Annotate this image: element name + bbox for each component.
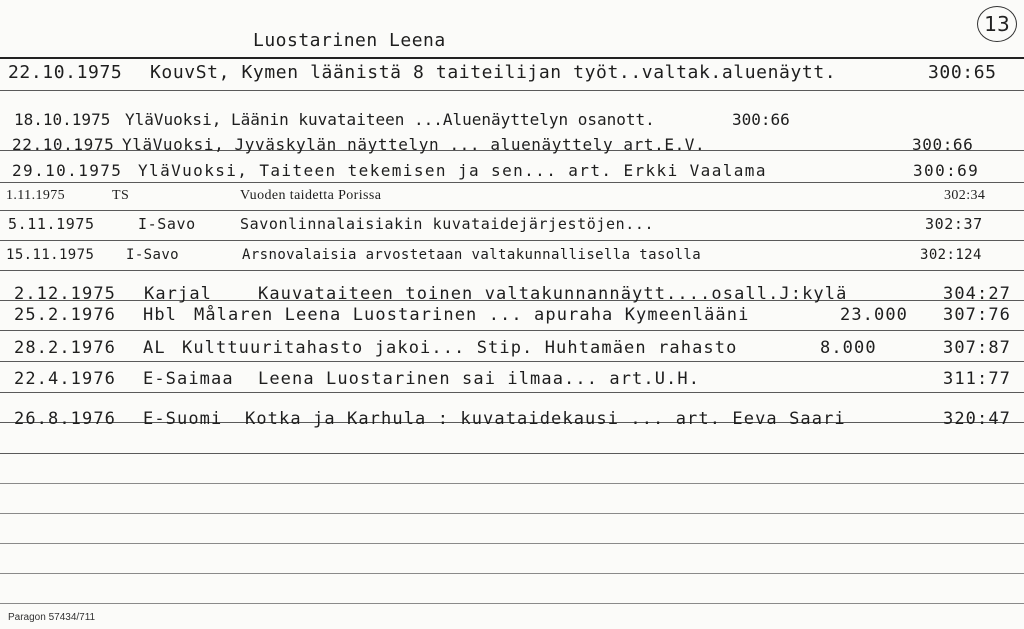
top-rule [0, 57, 1024, 59]
entry-text: KouvSt, Kymen läänistä 8 taiteilijan työt..valtak.aluenäytt. [150, 62, 837, 83]
entry-source: E-Suomi [143, 409, 223, 429]
entry-ref: 300:66 [912, 135, 974, 154]
entry-text: Målaren Leena Luostarinen ... apuraha Kymeenlääni [194, 305, 750, 325]
entry-text: Kotka ja Karhula : kuvataidekausi ... art. Eeva Saari [245, 409, 846, 429]
entry-row [0, 247, 1024, 271]
entry-ref: 307:87 [943, 338, 1012, 358]
entry-date: 1.11.1975 [6, 188, 66, 203]
entry-date: 15.11.1975 [6, 247, 95, 263]
entry-date: 22.4.1976 [14, 369, 117, 389]
entry-date: 25.2.1976 [14, 305, 117, 325]
entry-ref: 300:65 [928, 62, 997, 83]
entry-source: TS [112, 188, 130, 203]
entry-date: 18.10.1975 [14, 110, 111, 129]
entry-row [0, 161, 1024, 185]
entry-text: Leena Luostarinen sai ilmaa... art.U.H. [258, 369, 701, 389]
ruled-line [0, 603, 1024, 604]
entry-text: Arsnovalaisia arvostetaan valtakunnallisella tasolla [242, 247, 702, 263]
entry-text: YläVuoksi, Jyväskylän näyttelyn ... aluenäyttely art.E.V. [122, 135, 706, 154]
ruled-line [0, 330, 1024, 331]
entry-date: 5.11.1975 [8, 215, 95, 233]
entry-date: 2.12.1975 [14, 284, 117, 304]
entry-ref: 302:124 [920, 247, 982, 263]
printer-mark: Paragon 57434/711 [8, 612, 96, 623]
entry-text: YläVuoksi, Läänin kuvataiteen ...Aluenäyttelyn osanott. [125, 110, 655, 129]
ruled-line [0, 513, 1024, 514]
entry-row [0, 305, 1024, 329]
ruled-line [0, 453, 1024, 454]
card-number-circle: 13 [977, 6, 1017, 42]
ruled-line [0, 240, 1024, 241]
entry-ref: 302:37 [925, 215, 983, 233]
entry-ref: 320:47 [943, 409, 1012, 429]
entry-row [0, 409, 1024, 433]
entry-ref: 307:76 [943, 305, 1012, 325]
entry-text: YläVuoksi, Taiteen tekemisen ja sen... art. Erkki Vaalama [138, 161, 767, 180]
entry-text: Savonlinnalaisiakin kuvataidejärjestöjen... [240, 215, 655, 233]
entry-text: Kulttuuritahasto jakoi... Stip. Huhtamäen rahasto [182, 338, 738, 358]
entry-date: 22.10.1975 [12, 135, 115, 154]
entry-date: 26.8.1976 [14, 409, 117, 429]
entry-source: I-Savo [126, 247, 179, 263]
entry-source: Hbl [143, 305, 178, 325]
ruled-line [0, 573, 1024, 574]
entry-text: Kauvataiteen toinen valtakunnannäytt....osall.J:kylä [258, 284, 848, 304]
ruled-line [0, 543, 1024, 544]
entry-row [0, 215, 1024, 239]
entry-row [0, 369, 1024, 393]
entry-row [0, 338, 1024, 362]
entry-ref: 300:69 [913, 161, 980, 180]
entry-ref: 302:34 [944, 188, 986, 203]
entry-ref: 311:77 [943, 369, 1012, 389]
ruled-line [0, 483, 1024, 484]
entry-source: I-Savo [138, 215, 196, 233]
ruled-line [0, 90, 1024, 91]
entry-row [0, 135, 1024, 159]
entry-source: Karjal [144, 284, 213, 304]
entry-ref: 304:27 [943, 284, 1012, 304]
entry-date: 22.10.1975 [8, 62, 123, 83]
entry-source: AL [143, 338, 166, 358]
entry-row [0, 188, 1024, 212]
entry-amount: 8.000 [820, 338, 877, 358]
entry-text: Vuoden taidetta Porissa [240, 188, 382, 203]
card-title: Luostarinen Leena [253, 30, 446, 51]
entry-date: 28.2.1976 [14, 338, 117, 358]
entry-date: 29.10.1975 [12, 161, 123, 180]
entry-source: E-Saimaa [143, 369, 234, 389]
entry-ref: 300:66 [732, 110, 790, 129]
entry-row [0, 110, 1024, 134]
entry-row [0, 62, 1024, 86]
entry-amount: 23.000 [840, 305, 909, 325]
